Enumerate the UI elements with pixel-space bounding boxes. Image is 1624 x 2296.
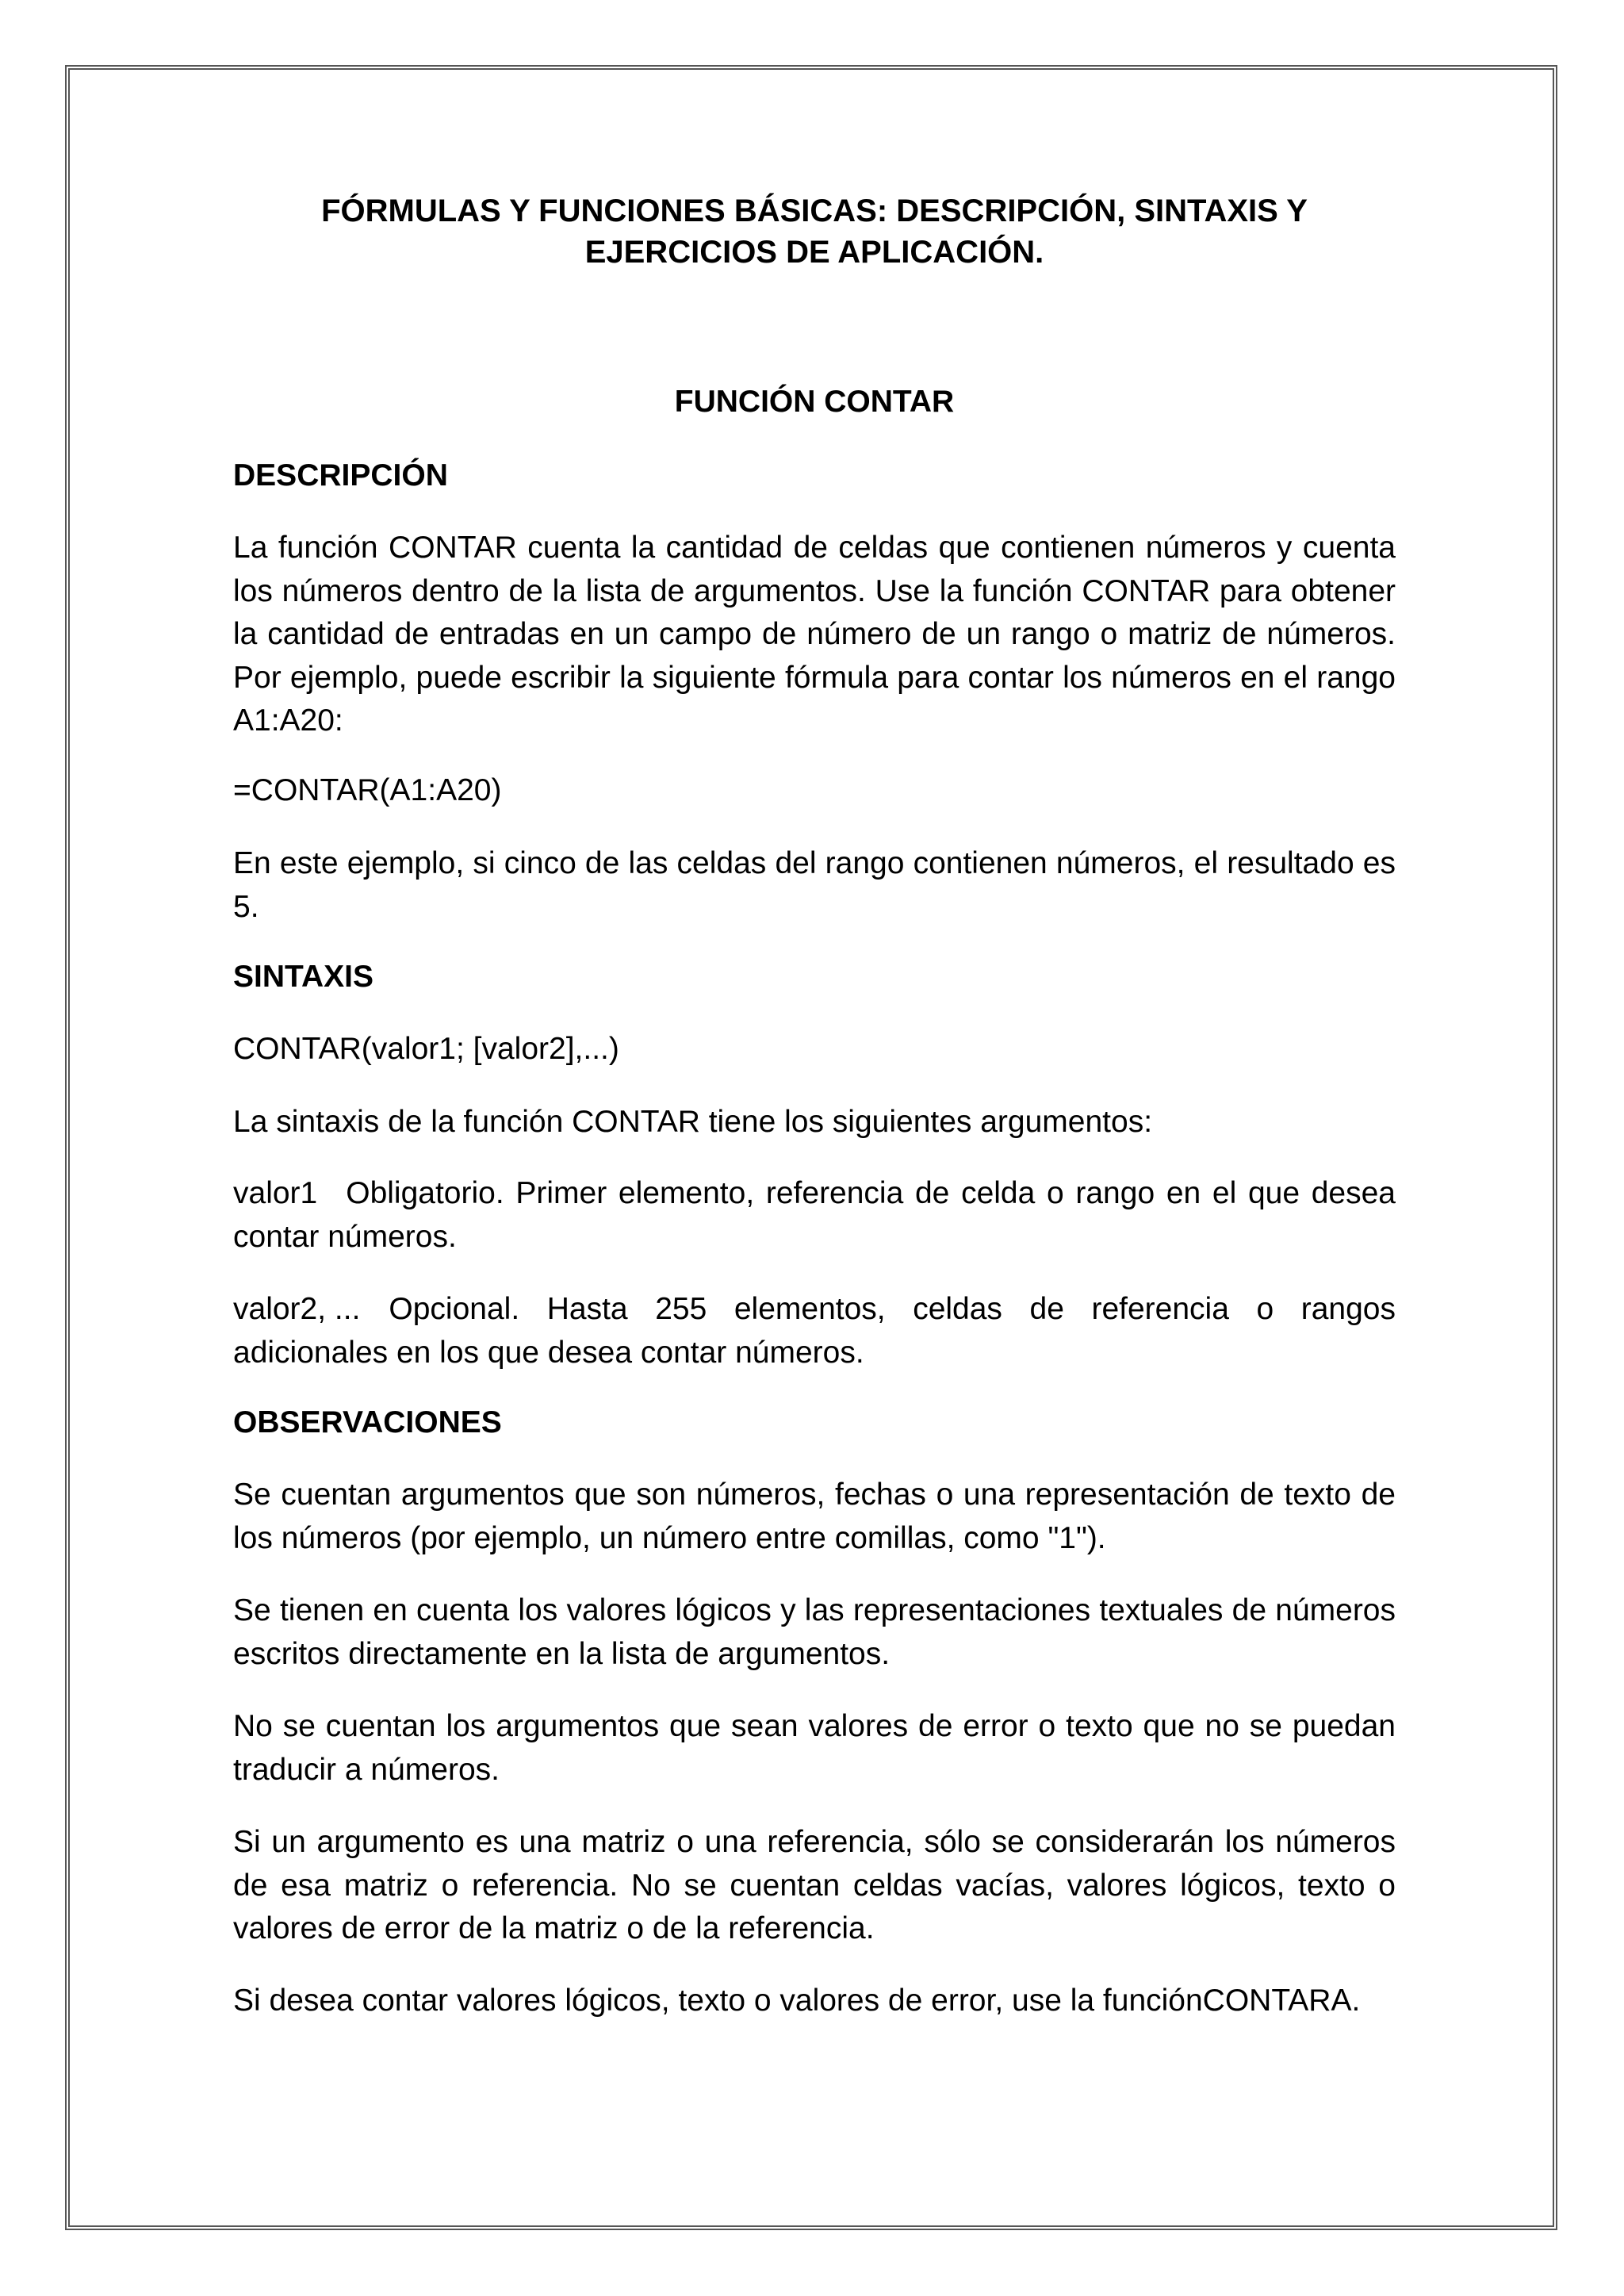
syntax-line: CONTAR(valor1; [valor2],...) (233, 1032, 619, 1066)
descripcion-paragraph: La función CONTAR cuenta la cantidad de celdas que contienen números y cuenta los números dentro de la lista de argumentos. Use la función CONTAR para obtener la cantidad de entradas en un campo de número de un rango o matriz de números. Por ejemplo, puede escribir la siguiente fórmula para contar los números en el rango A1:A20: (233, 531, 1396, 738)
observacion-item: Se tienen en cuenta los valores lógicos y las representaciones textuales de números escritos directamente en la lista de argumentos. (233, 1593, 1396, 1671)
argument-valor2-description: Opcional. Hasta 255 elementos, celdas de referencia o rangos adicionales en los que desea contar números. (233, 1292, 1396, 1370)
observacion-item: Se cuentan argumentos que son números, fechas o una representación de texto de los números (por ejemplo, un número entre comillas, como "1"). (233, 1478, 1396, 1555)
heading-sintaxis: SINTAXIS (233, 960, 373, 994)
observacion-item: Si desea contar valores lógicos, texto o valores de error, use la funciónCONTARA. (233, 1984, 1361, 2018)
argument-valor1-name: valor1 (233, 1176, 318, 1210)
formula-example: =CONTAR(A1:A20) (233, 773, 502, 807)
argument-valor2 (233, 1288, 1396, 1374)
document-title: FÓRMULAS Y FUNCIONES BÁSICAS: DESCRIPCIÓN, SINTAXIS Y EJERCICIOS DE APLICACIÓN. (321, 194, 1308, 270)
heading-observaciones: OBSERVACIONES (233, 1405, 502, 1439)
document-body (233, 190, 1396, 2018)
argument-valor2-name: valor2, ... (233, 1292, 361, 1326)
argument-valor1 (233, 1172, 1396, 1259)
section-title: FUNCIÓN CONTAR (674, 385, 955, 419)
observacion-item: No se cuentan los argumentos que sean valores de error o texto que no se puedan traducir a números. (233, 1709, 1396, 1787)
syntax-intro: La sintaxis de la función CONTAR tiene los siguientes argumentos: (233, 1105, 1153, 1139)
heading-descripcion: DESCRIPCIÓN (233, 458, 448, 493)
descripcion-result-paragraph: En este ejemplo, si cinco de las celdas del rango contienen números, el resultado es 5. (233, 846, 1396, 924)
observacion-item: Si un argumento es una matriz o una referencia, sólo se considerarán los números de esa matriz o referencia. No se cuentan celdas vacías, valores lógicos, texto o valores de error de la matriz o de la referencia. (233, 1825, 1396, 1945)
argument-valor1-description: Obligatorio. Primer elemento, referencia de celda o rango en el que desea contar números. (233, 1176, 1396, 1254)
